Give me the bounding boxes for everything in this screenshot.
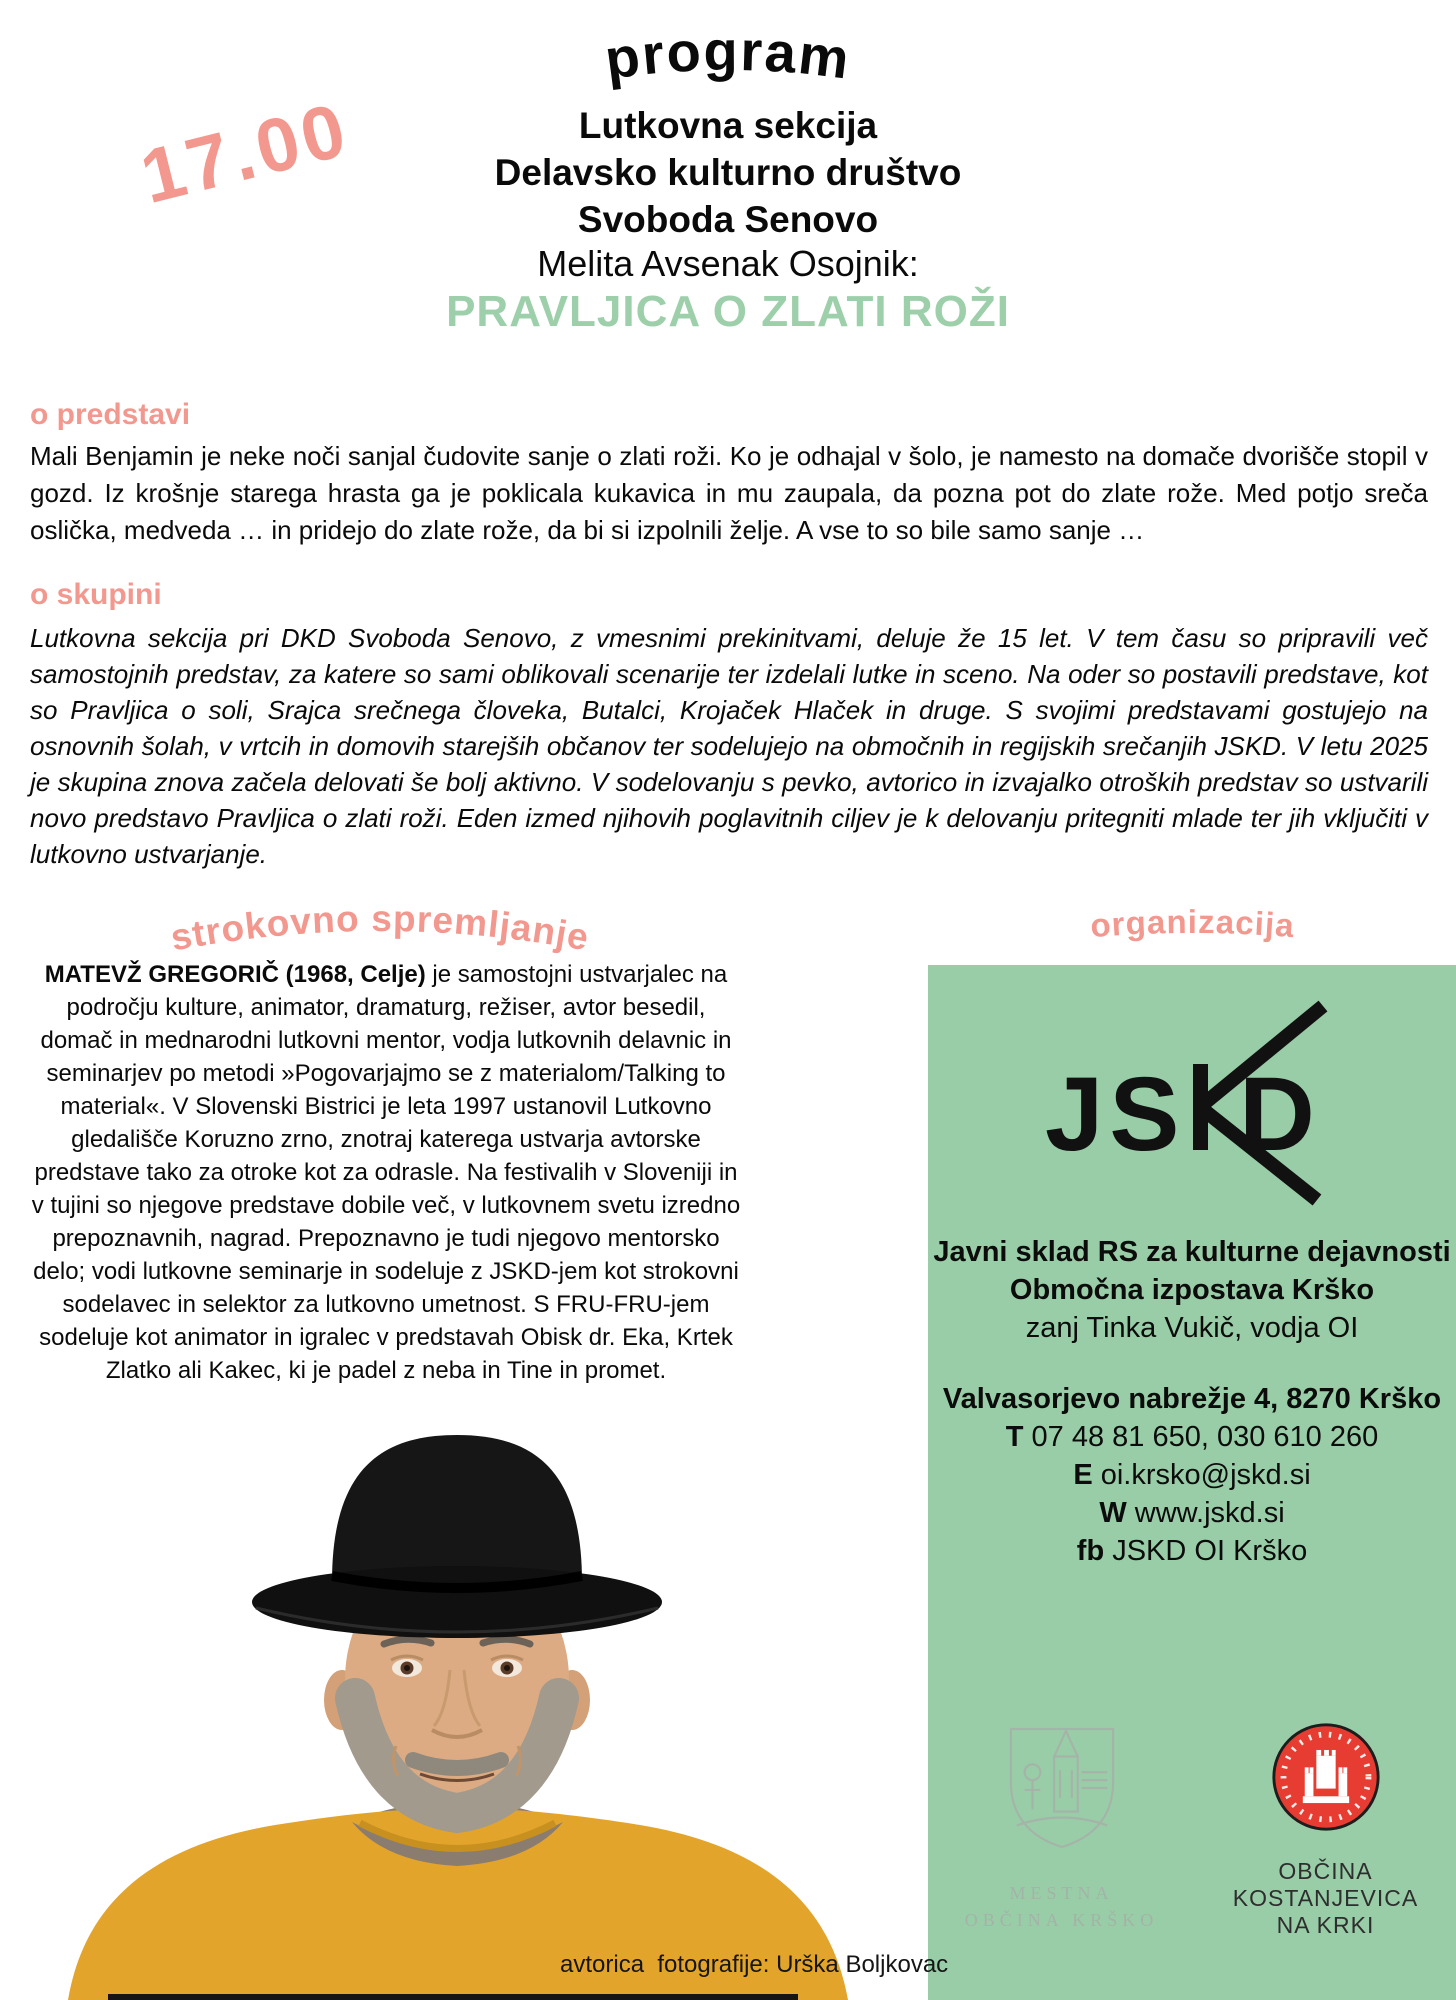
krsko-caption-line1: MESTNA <box>1009 1883 1114 1903</box>
svg-text:strokovno spremljanje: strokovno spremljanje <box>167 897 593 959</box>
section-about-group-heading: o skupini <box>30 578 162 611</box>
krsko-coat-of-arms-icon <box>1003 1723 1121 1851</box>
kostanjevica-seal-icon <box>1270 1721 1382 1833</box>
organization-panel <box>928 965 1456 2000</box>
phone-label: T <box>1005 1421 1024 1453</box>
svg-text:D: D <box>1239 1056 1315 1173</box>
expert-bio-text: je samostojni ustvarjalec na področju kulture, animator, dramaturg, režiser, avtor besedil, domač in mednarodni lutkovni mentor, vodja lutkovnih delavnic in seminarjev po metodi »Pogovarjajmo se z materialom/Talking to material«. V Slovenski Bistrici je leta 1997 ustanovil Lutkovno gledališče Koruzno zrno, znotraj katerega ustvarja avtorske predstave tako za otroke kot za odrasle. Na festivalih v Sloveniji in v tujini so njegove predstave dobile več, v lutkovnem svetu izredno prepoznavnih, nagrad. Prepoznavno je tudi njegovo mentorsko delo; vodi lutkovne seminarje in sodeluje z JSKD-jem kot strokovni sodelavec in selektor za lutkovno umetnost. S FRU-FRU-jem sodeluje kot animator in igralec v predstavah Obisk dr. Eka, Krtek Zlatko ali Kakec, ki je padel z neba in Tine in promet. <box>31 961 741 1384</box>
svg-text:organizacija: organizacija <box>1088 902 1297 945</box>
section-about-show-heading: o predstavi <box>30 398 191 431</box>
kostanjevica-caption-line1: OBČINA <box>1278 1858 1373 1884</box>
krsko-municipality-logo <box>964 1723 1159 1934</box>
group-name-line3: Svoboda Senovo <box>577 199 879 240</box>
organization-section-heading <box>1005 900 1380 958</box>
svg-text:program: program <box>601 18 855 91</box>
portrait-photo <box>60 1430 855 2000</box>
expert-paragraph <box>28 958 744 1387</box>
expert-name: MATEVŽ GREGORIČ (1968, Celje) <box>44 961 426 988</box>
org-phone-row <box>928 1418 1456 1456</box>
org-name-line1: Javni sklad RS za kulturne dejavnosti <box>933 1236 1451 1268</box>
organization-details <box>928 1233 1456 1570</box>
krsko-caption-line2: OBČINA KRŠKO <box>964 1910 1159 1930</box>
fb-value: JSKD OI Krško <box>1112 1535 1308 1567</box>
kostanjevica-caption-line3: NA KRKI <box>1276 1912 1375 1938</box>
web-value: www.jskd.si <box>1134 1497 1285 1529</box>
time-badge: 17.00 <box>132 86 358 221</box>
group-name-line1: Lutkovna sekcija <box>578 105 878 146</box>
org-web-row <box>928 1494 1456 1532</box>
org-name-line2: Območna izpostava Krško <box>1009 1274 1375 1306</box>
spacer <box>928 1347 1456 1380</box>
jskd-logo <box>928 1000 1456 1205</box>
show-author: Melita Avsenak Osojnik: <box>537 243 919 284</box>
kostanjevica-municipality-logo <box>1213 1721 1438 1939</box>
email-label: E <box>1073 1459 1093 1491</box>
kostanjevica-caption-line2: KOSTANJEVICA <box>1232 1885 1419 1911</box>
svg-text:JS: JS <box>1045 1056 1186 1173</box>
page-title <box>508 16 948 116</box>
group-name <box>0 102 1456 243</box>
fb-label: fb <box>1076 1535 1105 1567</box>
about-show-body: Mali Benjamin je neke noči sanjal čudovite sanje o zlati roži. Ko je odhajal v šolo, je namesto na domače dvorišče stopil v gozd. Iz krošnje starega hrasta ga je poklicala kukavica in mu zaupala, da pozna pot do zlate rože. Med potjo sreča oslička, medveda … in pridejo do zlate rože, da bi si izpolnili želje. A vse to so bile samo sanje … <box>30 441 1428 545</box>
show-title: PRAVLJICA O ZLATI ROŽI <box>446 287 1010 336</box>
about-group-body: Lutkovna sekcija pri DKD Svoboda Senovo, z vmesnimi prekinitvami, deluje že 15 let. V tem času so pripravili več samostojnih predstav, za katere so sami oblikovali scenarije ter izdelali lutke in sceno. Na oder so postavili predstave, kot so Pravljica o soli, Srajca srečnega človeka, Butalci, Krojaček Hlaček in druge. S svojimi predstavami gostujejo na osnovnih šolah, v vrtcih in domovih starejših občanov ter sodelujejo na območnih in regijskih srečanjih JSKD. V letu 2025 je skupina znova začela delovati še bolj aktivno. V sodelovanju s pevko, avtorico in izvajalko otroških predstav so ustvarili novo predstavo Pravljica o zlati roži. Eden izmed njihovih poglavitnih ciljev je k delovanju pritegniti mlade ter jih vključiti v lutkovno ustvarjanje. <box>30 623 1428 869</box>
org-representative: zanj Tinka Vukič, vodja OI <box>1025 1312 1359 1344</box>
org-email-row <box>928 1456 1456 1494</box>
jskd-logo-icon <box>1027 1000 1357 1205</box>
group-name-line2: Delavsko kulturno društvo <box>494 152 962 193</box>
web-label: W <box>1099 1497 1127 1529</box>
org-fb-row <box>928 1532 1456 1570</box>
org-address: Valvasorjevo nabrežje 4, 8270 Krško <box>942 1383 1442 1415</box>
email-value: oi.krsko@jskd.si <box>1100 1459 1311 1491</box>
phone-value: 07 48 81 650, 030 610 260 <box>1031 1421 1379 1453</box>
photo-credit-caption: avtorica fotografije: Urška Boljkovac <box>560 1951 949 1978</box>
